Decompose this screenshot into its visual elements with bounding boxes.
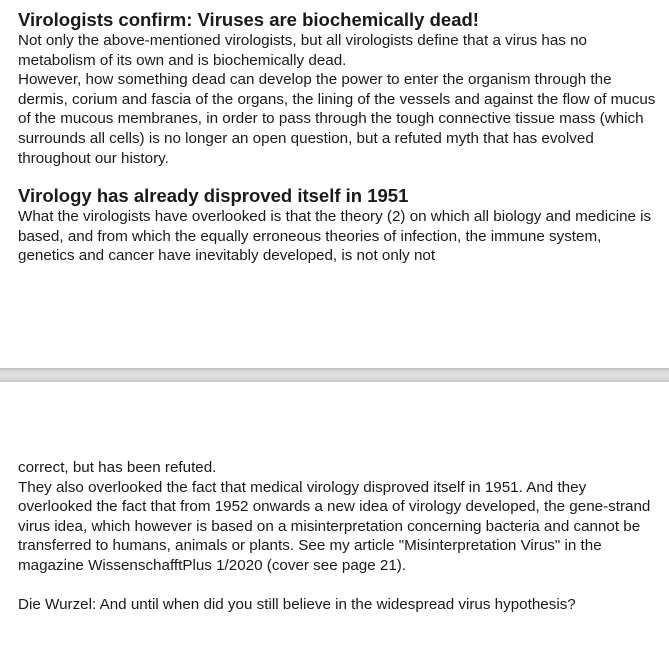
paragraph-virologists-define: Not only the above-mentioned virologists, but all virologists define that a virus has no metabolism of its own and is biochemically dead.: [18, 32, 587, 69]
document-page-2: [0, 382, 669, 666]
paragraph-they-also-overlooked: They also overlooked the fact that medical virology disproved itself in 1951. And they overlooked the fact that from 1952 onwards a new idea of virology developed, the gene-strand virus idea, which however is based on a misinterpretation concerning bacteria and cannot be transferred to humans, animals or plants. See my article "Misinterpretation Virus" in the magazine WissenschafftPlus 1/2020 (cover see page 21).: [18, 478, 651, 574]
page-1-content: [18, 9, 658, 266]
paragraph-die-wurzel-question: Die Wurzel: And until when did you still believe in the widespread virus hypothesis?: [18, 596, 576, 614]
paragraph-correct-but-refuted: correct, but has been refuted.: [18, 459, 217, 476]
paragraph-how-something-dead: However, how something dead can develop the power to enter the organism through the dermis, corium and fascia of the organs, the lining of the vessels and against the flow of mucus of the mucous membranes, in order to pass through the tough connective tissue mass (which surrounds all cells) is no longer an open question, but a refuted myth that has evolved throughout our history.: [18, 71, 656, 167]
page-2-content: [18, 458, 658, 615]
paragraph-spacer: [18, 576, 658, 596]
paragraph-what-virologists-overlooked: What the virologists have overlooked is that the theory (2) on which all biology and medicine is based, and from which the equally erroneous theories of infection, the immune system, genetics and cancer have inevitably developed, is not only not: [18, 208, 652, 265]
heading-virology-disproved-1951: Virology has already disproved itself in 1951: [18, 185, 409, 207]
page-break-divider: [0, 368, 669, 382]
heading-viruses-dead: Virologists confirm: Viruses are biochemically dead!: [18, 9, 479, 30]
paragraph-spacer: [18, 168, 658, 185]
